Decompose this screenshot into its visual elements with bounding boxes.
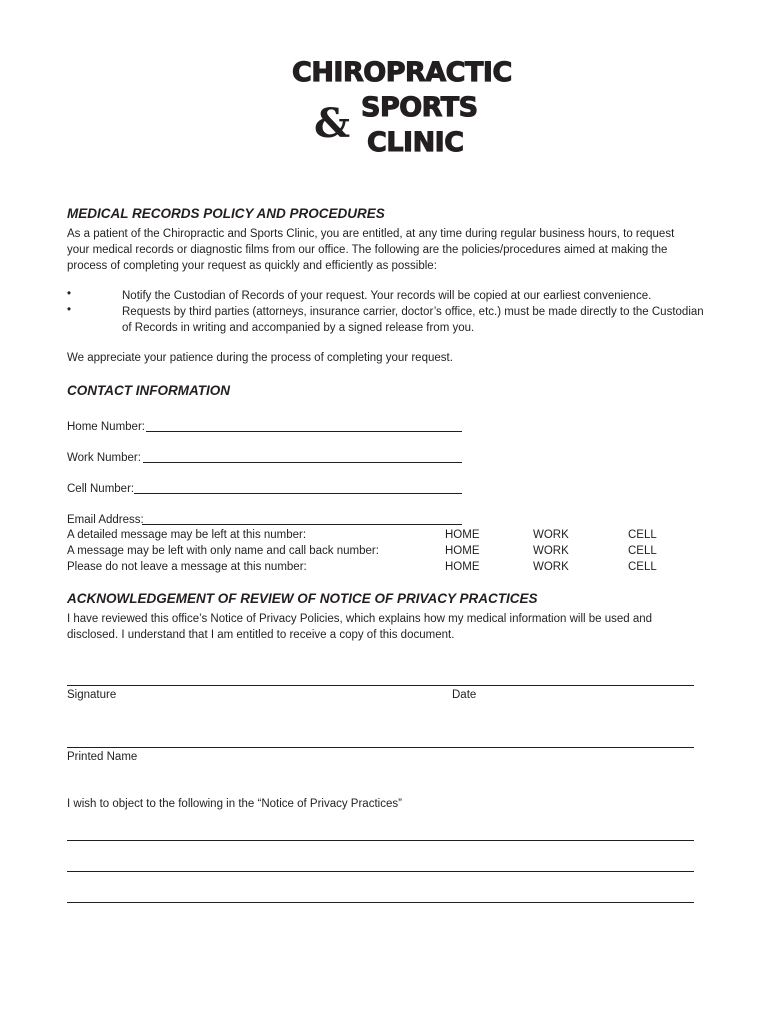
option-home[interactable]: HOME xyxy=(445,545,480,557)
option-home[interactable]: HOME xyxy=(445,529,480,541)
message-name-callback-label: A message may be left with only name and call back number: xyxy=(67,545,379,557)
option-work[interactable]: WORK xyxy=(533,545,569,557)
option-cell[interactable]: CELL xyxy=(628,529,657,541)
privacy-statement xyxy=(67,611,707,643)
logo-word-clinic: CLINIC xyxy=(367,127,464,158)
privacy-statement-line: I have reviewed this office’s Notice of Privacy Policies, which explains how my medical information will be used and xyxy=(67,613,653,625)
home-number-field[interactable] xyxy=(146,431,462,432)
signature-line[interactable] xyxy=(67,685,694,686)
email-address-field[interactable] xyxy=(142,524,462,525)
message-detailed-label: A detailed message may be left at this number: xyxy=(67,529,307,541)
bullet-item-notify xyxy=(122,288,722,304)
bullet-marker: • xyxy=(67,304,72,316)
printed-name-label: Printed Name xyxy=(67,751,138,763)
privacy-statement-line: disclosed. I understand that I am entitled to receive a copy of this document. xyxy=(67,629,455,641)
logo-ampersand: & xyxy=(314,100,351,147)
objection-line[interactable] xyxy=(67,902,694,903)
records-heading: MEDICAL RECORDS POLICY AND PROCEDURES xyxy=(67,206,385,221)
records-intro-line: process of completing your request as quickly and efficiently as possible: xyxy=(67,260,437,272)
option-work[interactable]: WORK xyxy=(533,561,569,573)
records-closing: We appreciate your patience during the process of completing your request. xyxy=(67,352,453,364)
logo-word-chiropractic: CHIROPRACTIC xyxy=(292,57,512,88)
object-statement: I wish to object to the following in the “Notice of Privacy Practices” xyxy=(67,798,402,810)
bullet-item-third-party xyxy=(122,304,722,336)
option-home[interactable]: HOME xyxy=(445,561,480,573)
date-label: Date xyxy=(452,689,477,701)
option-cell[interactable]: CELL xyxy=(628,545,657,557)
bullet-line: Notify the Custodian of Records of your request. Your records will be copied at our earliest convenience. xyxy=(122,290,652,302)
records-intro-line: your medical records or diagnostic films from our office. The following are the policies/procedures aimed at making the xyxy=(67,244,668,256)
bullet-marker: • xyxy=(67,288,72,300)
cell-number-label: Cell Number: xyxy=(67,483,135,495)
logo-word-sports: SPORTS xyxy=(361,92,478,123)
contact-heading: CONTACT INFORMATION xyxy=(67,383,230,398)
cell-number-field[interactable] xyxy=(134,493,462,494)
records-intro-line: As a patient of the Chiropractic and Sports Clinic, you are entitled, at any time during regular business hours, to request xyxy=(67,228,675,240)
objection-line[interactable] xyxy=(67,871,694,872)
records-intro xyxy=(67,226,707,274)
message-do-not-leave-label: Please do not leave a message at this number: xyxy=(67,561,307,573)
bullet-line: of Records in writing and accompanied by a signed release from you. xyxy=(122,322,475,334)
option-cell[interactable]: CELL xyxy=(628,561,657,573)
email-address-label: Email Address: xyxy=(67,514,144,526)
signature-label: Signature xyxy=(67,689,117,701)
work-number-field[interactable] xyxy=(143,462,462,463)
home-number-label: Home Number: xyxy=(67,421,145,433)
option-work[interactable]: WORK xyxy=(533,529,569,541)
printed-name-line[interactable] xyxy=(67,747,694,748)
objection-line[interactable] xyxy=(67,840,694,841)
bullet-line: Requests by third parties (attorneys, insurance carrier, doctor’s office, etc.) must be made directly to the Custodian xyxy=(122,306,704,318)
work-number-label: Work Number: xyxy=(67,452,141,464)
privacy-heading: ACKNOWLEDGEMENT OF REVIEW OF NOTICE OF PRIVACY PRACTICES xyxy=(67,591,538,606)
